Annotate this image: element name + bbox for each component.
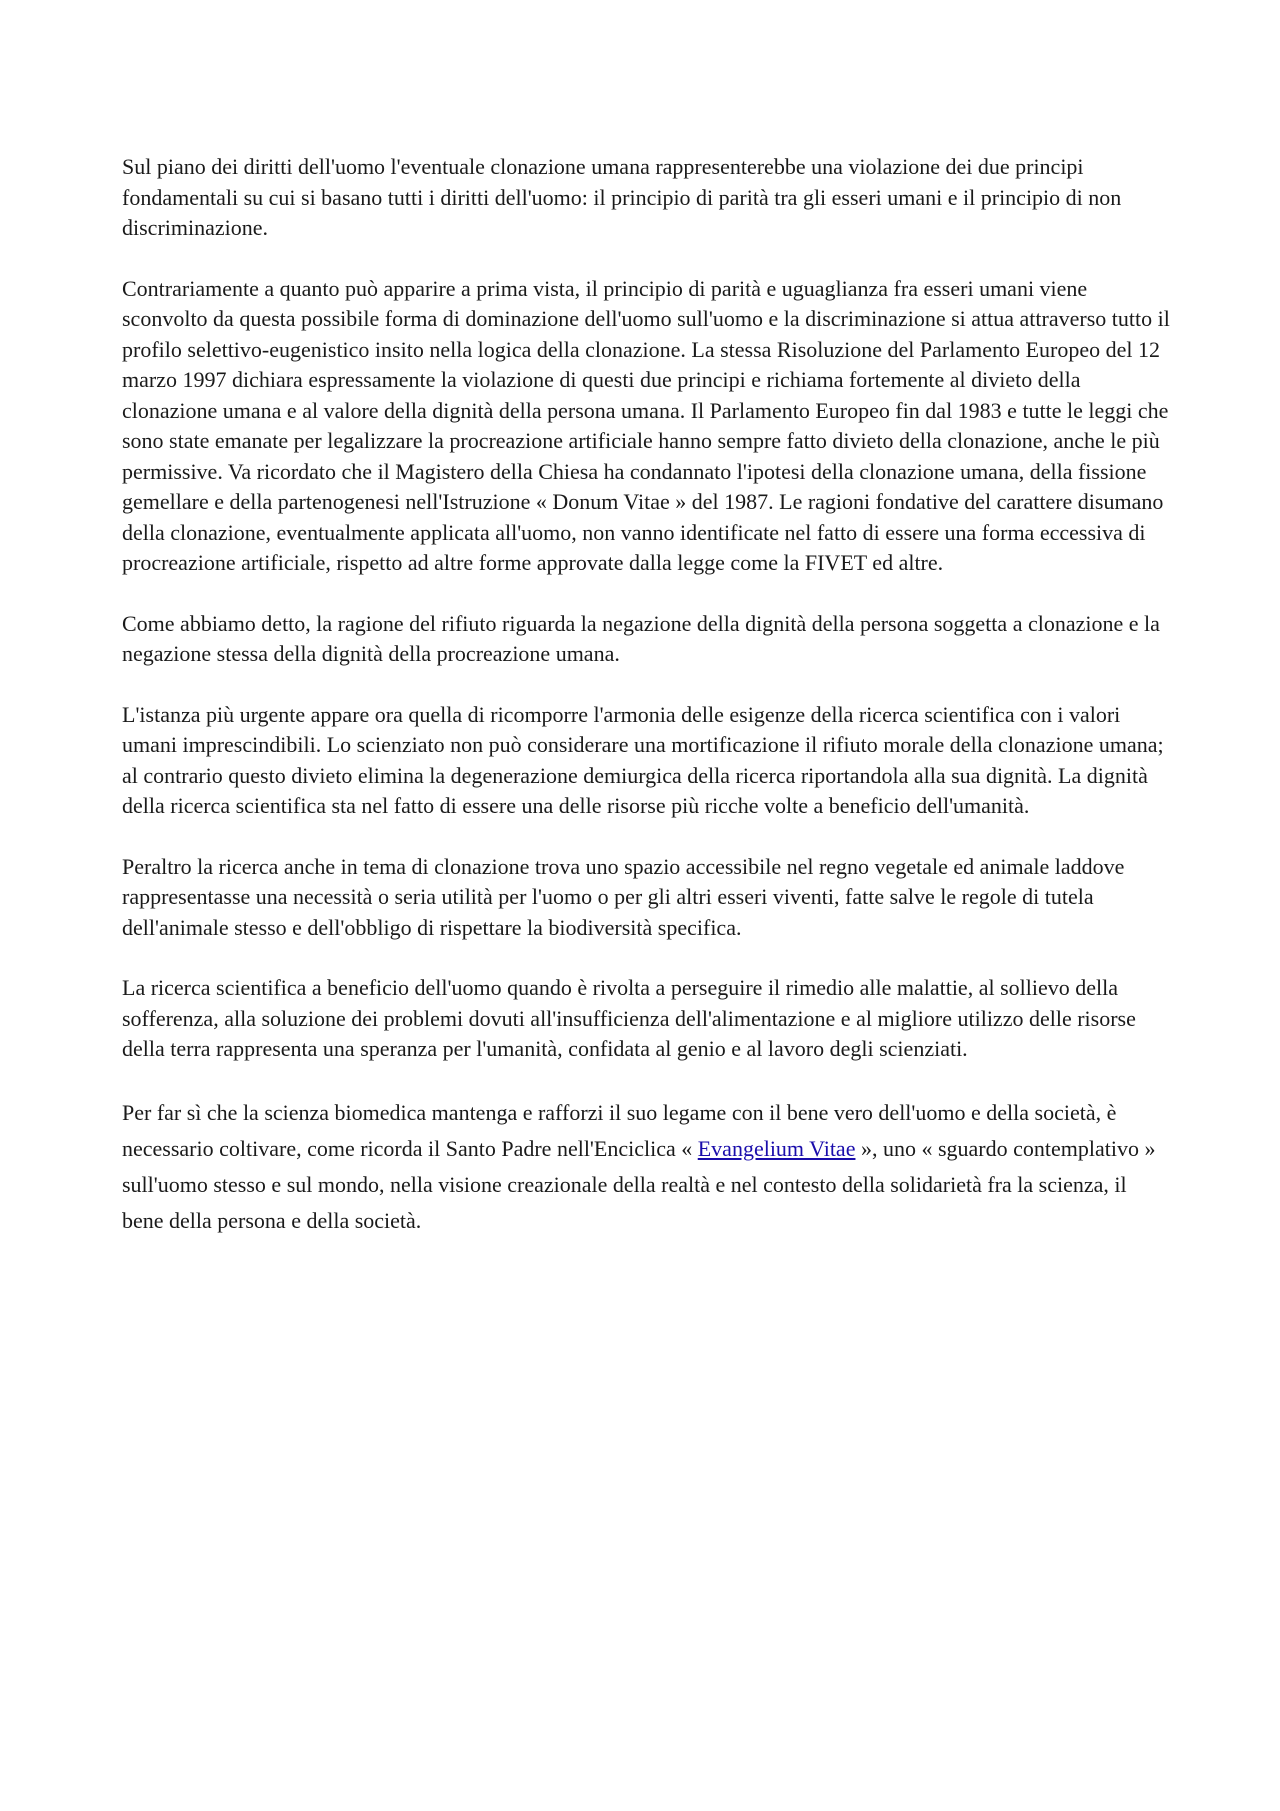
paragraph-1: Sul piano dei diritti dell'uomo l'eventuale clonazione umana rappresenterebbe una violazione dei due principi fondamentali su cui si basano tutti i diritti dell'uomo: il principio di parità tra gli esseri umani e il principio di non discriminazione.	[122, 154, 1122, 240]
evangelium-vitae-link[interactable]: Evangelium Vitae	[697, 1135, 856, 1161]
paragraph-2: Contrariamente a quanto può apparire a prima vista, il principio di parità e uguaglianza fra esseri umani viene sconvolto da questa possibile forma di dominazione dell'uomo sull'uomo e la discriminazione si attua attraverso tutto il profilo selettivo-eugenistico insito nella logica della clonazione. La stessa Risoluzione del Parlamento Europeo del 12 marzo 1997 dichiara espressamente la violazione di questi due principi e richiama fortemente al divieto della clonazione umana e al valore della dignità della persona umana. Il Parlamento Europeo fin dal 1983 e tutte le leggi che sono state emanate per legalizzare la procreazione artificiale hanno sempre fatto divieto della clonazione, anche le più permissive. Va ricordato che il Magistero della Chiesa ha condannato l'ipotesi della clonazione umana, della fissione gemellare e della partenogenesi nell'Istruzione « Donum Vitae » del 1987. Le ragioni fondative del carattere disumano della clonazione, eventualmente applicata all'uomo, non vanno identificate nel fatto di essere una forma eccessiva di procreazione artificiale, rispetto ad altre forme approvate dalla legge come la FIVET ed altre.	[122, 275, 1170, 575]
paragraph-7-text-before: Per far sì che la scienza biomedica mantenga e rafforzi il suo legame con il bene vero dell'uomo e della società, è necessario coltivare, come ricorda il Santo Padre nell'Enciclica «	[122, 1099, 1117, 1161]
paragraph-4: L'istanza più urgente appare ora quella di ricomporre l'armonia delle esigenze della ricerca scientifica con i valori umani imprescindibili. Lo scienziato non può considerare una mortificazione il rifiuto morale della clonazione umana; al contrario questo divieto elimina la degenerazione demiurgica della ricerca riportandola alla sua dignità. La dignità della ricerca scientifica sta nel fatto di essere una delle risorse più ricche volte a beneficio dell'umanità.	[122, 701, 1164, 818]
paragraph-7-text-after: », uno « sguardo contemplativo » sull'uomo stesso e sul mondo, nella visione creazionale della realtà e nel contesto della solidarietà fra la scienza, il bene della persona e della società.	[122, 1135, 1156, 1233]
document-body	[122, 152, 1172, 1269]
paragraph-6: La ricerca scientifica a beneficio dell'uomo quando è rivolta a perseguire il rimedio alle malattie, al sollievo della sofferenza, alla soluzione dei problemi dovuti all'insufficienza dell'alimentazione e al migliore utilizzo delle risorse della terra rappresenta una speranza per l'umanità, confidata al genio e al lavoro degli scienziati.	[122, 975, 1136, 1061]
paragraph-3: Come abbiamo detto, la ragione del rifiuto riguarda la negazione della dignità della persona soggetta a clonazione e la negazione stessa della dignità della procreazione umana.	[122, 610, 1160, 666]
paragraph-5: Peraltro la ricerca anche in tema di clonazione trova uno spazio accessibile nel regno vegetale ed animale laddove rappresentasse una necessità o seria utilità per l'uomo o per gli altri esseri viventi, fatte salve le regole di tutela dell'animale stesso e dell'obbligo di rispettare la biodiversità specifica.	[122, 853, 1125, 940]
paragraph-7	[122, 1095, 1172, 1239]
